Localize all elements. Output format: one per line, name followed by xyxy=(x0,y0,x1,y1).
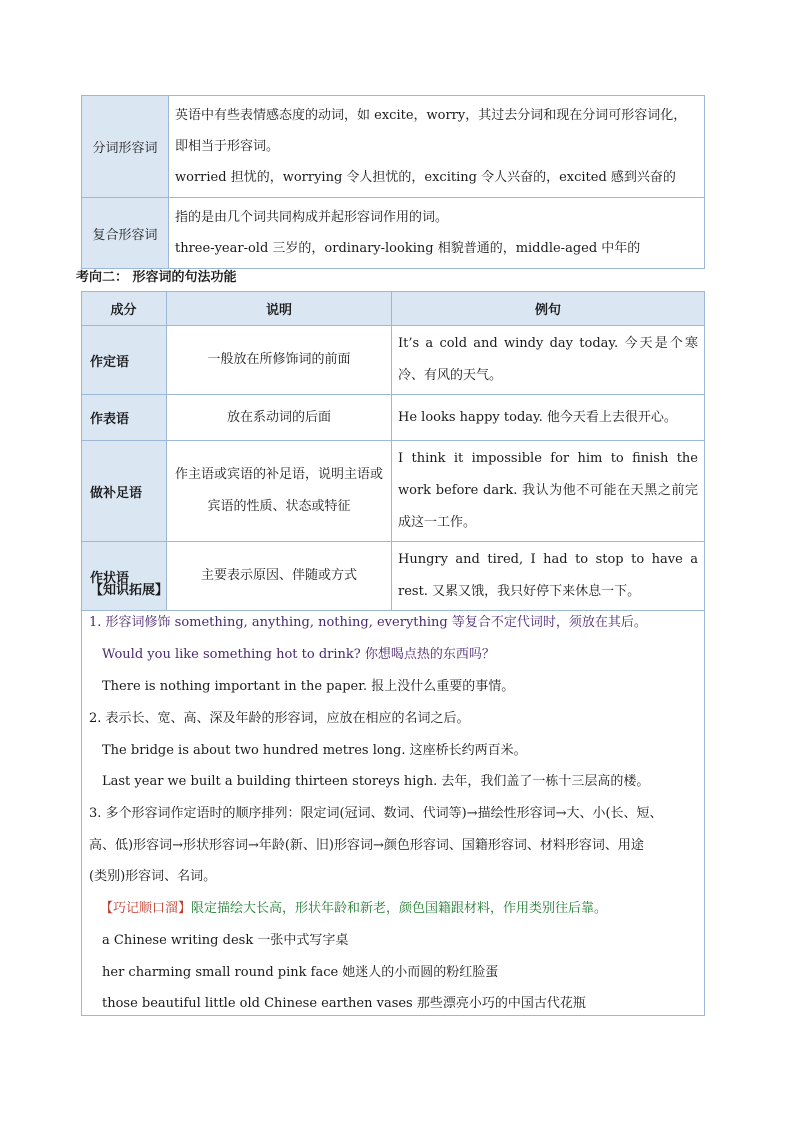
role-cell: 作状语 xyxy=(82,542,167,611)
rule-3-line: 高、低)形容词→形状形容词→年龄(新、旧)形容词→颜色形容词、国籍形容词、材料形容词、用途 xyxy=(89,838,644,853)
role-cell: 作定语 xyxy=(82,326,167,395)
rule-3-line: 3. 多个形容词作定语时的顺序排列：限定词(冠词、数词、代词等)→描绘性形容词→大、小(长、短、 xyxy=(89,806,663,821)
role-cell: 做补足语 xyxy=(82,441,167,542)
example-cell: Hungry and tired, I had to stop to have a rest. 又累又饿，我只好停下来休息一下。 xyxy=(392,542,705,611)
example-phrase: those beautiful little old Chinese earthen vases 那些漂亮小巧的中国古代花瓶 xyxy=(102,996,586,1011)
row-label: 复合形容词 xyxy=(82,198,169,269)
table-row xyxy=(82,326,705,395)
desc-cell: 一般放在所修饰词的前面 xyxy=(167,326,392,395)
rule-1: 1. 形容词修饰 something, anything, nothing, everything 等复合不定代词时，须放在其后。 xyxy=(89,615,647,630)
content-line: three-year-old 三岁的，ordinary-looking 相貌普通的，middle-aged 中年的 xyxy=(175,241,641,256)
content-line: worried 担忧的，worrying 令人担忧的，exciting 令人兴奋的，excited 感到兴奋的 xyxy=(175,170,676,185)
row-content xyxy=(169,198,705,269)
column-header: 成分 xyxy=(82,292,167,326)
row-content xyxy=(169,96,705,198)
desc-cell: 放在系动词的后面 xyxy=(167,395,392,441)
syntax-function-table xyxy=(81,291,705,611)
section-title: 考向二： 形容词的句法功能 xyxy=(76,270,237,285)
extension-title: 【知识拓展】 xyxy=(90,583,169,598)
column-header: 说明 xyxy=(167,292,392,326)
adjective-types-table xyxy=(81,95,705,269)
desc-cell: 作主语或宾语的补足语，说明主语或宾语的性质、状态或特征 xyxy=(167,441,392,542)
content-line: 英语中有些表情感态度的动词，如 excite，worry，其过去分词和现在分词可形容词化， xyxy=(175,108,687,123)
mnemonic-text: 限定描绘大长高，形状年龄和新老，颜色国籍跟材料，作用类别往后靠。 xyxy=(191,901,608,916)
rule-3-line: (类别)形容词、名词。 xyxy=(89,869,217,884)
example-cell: He looks happy today. 他今天看上去很开心。 xyxy=(392,395,705,441)
example-cell: I think it impossible for him to finish the work before dark. 我认为他不可能在天黑之前完成这一工作。 xyxy=(392,441,705,542)
example-sentence: The bridge is about two hundred metres long. 这座桥长约两百米。 xyxy=(102,743,527,758)
mnemonic xyxy=(100,897,607,916)
example-cell: It’s a cold and windy day today. 今天是个寒冷、有风的天气。 xyxy=(392,326,705,395)
content-line: 即相当于形容词。 xyxy=(175,139,280,154)
column-header: 例句 xyxy=(392,292,705,326)
example-phrase: a Chinese writing desk 一张中式写字桌 xyxy=(102,933,349,948)
row-label: 分词形容词 xyxy=(82,96,169,198)
knowledge-extension-box xyxy=(81,571,705,1016)
rule-2: 2. 表示长、宽、高、深及年龄的形容词，应放在相应的名词之后。 xyxy=(89,711,470,726)
table-row xyxy=(82,96,705,198)
role-cell: 作表语 xyxy=(82,395,167,441)
content-line: 指的是由几个词共同构成并起形容词作用的词。 xyxy=(175,210,449,225)
example-sentence: Last year we built a building thirteen storeys high. 去年，我们盖了一栋十三层高的楼。 xyxy=(102,774,650,789)
table-row xyxy=(82,441,705,542)
example-sentence: Would you like something hot to drink? 你想喝点热的东西吗？ xyxy=(102,647,495,662)
example-phrase: her charming small round pink face 她迷人的小而圆的粉红脸蛋 xyxy=(102,965,499,980)
table-row xyxy=(82,395,705,441)
table-header-row xyxy=(82,292,705,326)
example-sentence: There is nothing important in the paper. 报上没什么重要的事情。 xyxy=(102,679,515,694)
desc-cell: 主要表示原因、伴随或方式 xyxy=(167,542,392,611)
mnemonic-tag: 【巧记顺口溜】 xyxy=(100,901,192,916)
table-row xyxy=(82,198,705,269)
